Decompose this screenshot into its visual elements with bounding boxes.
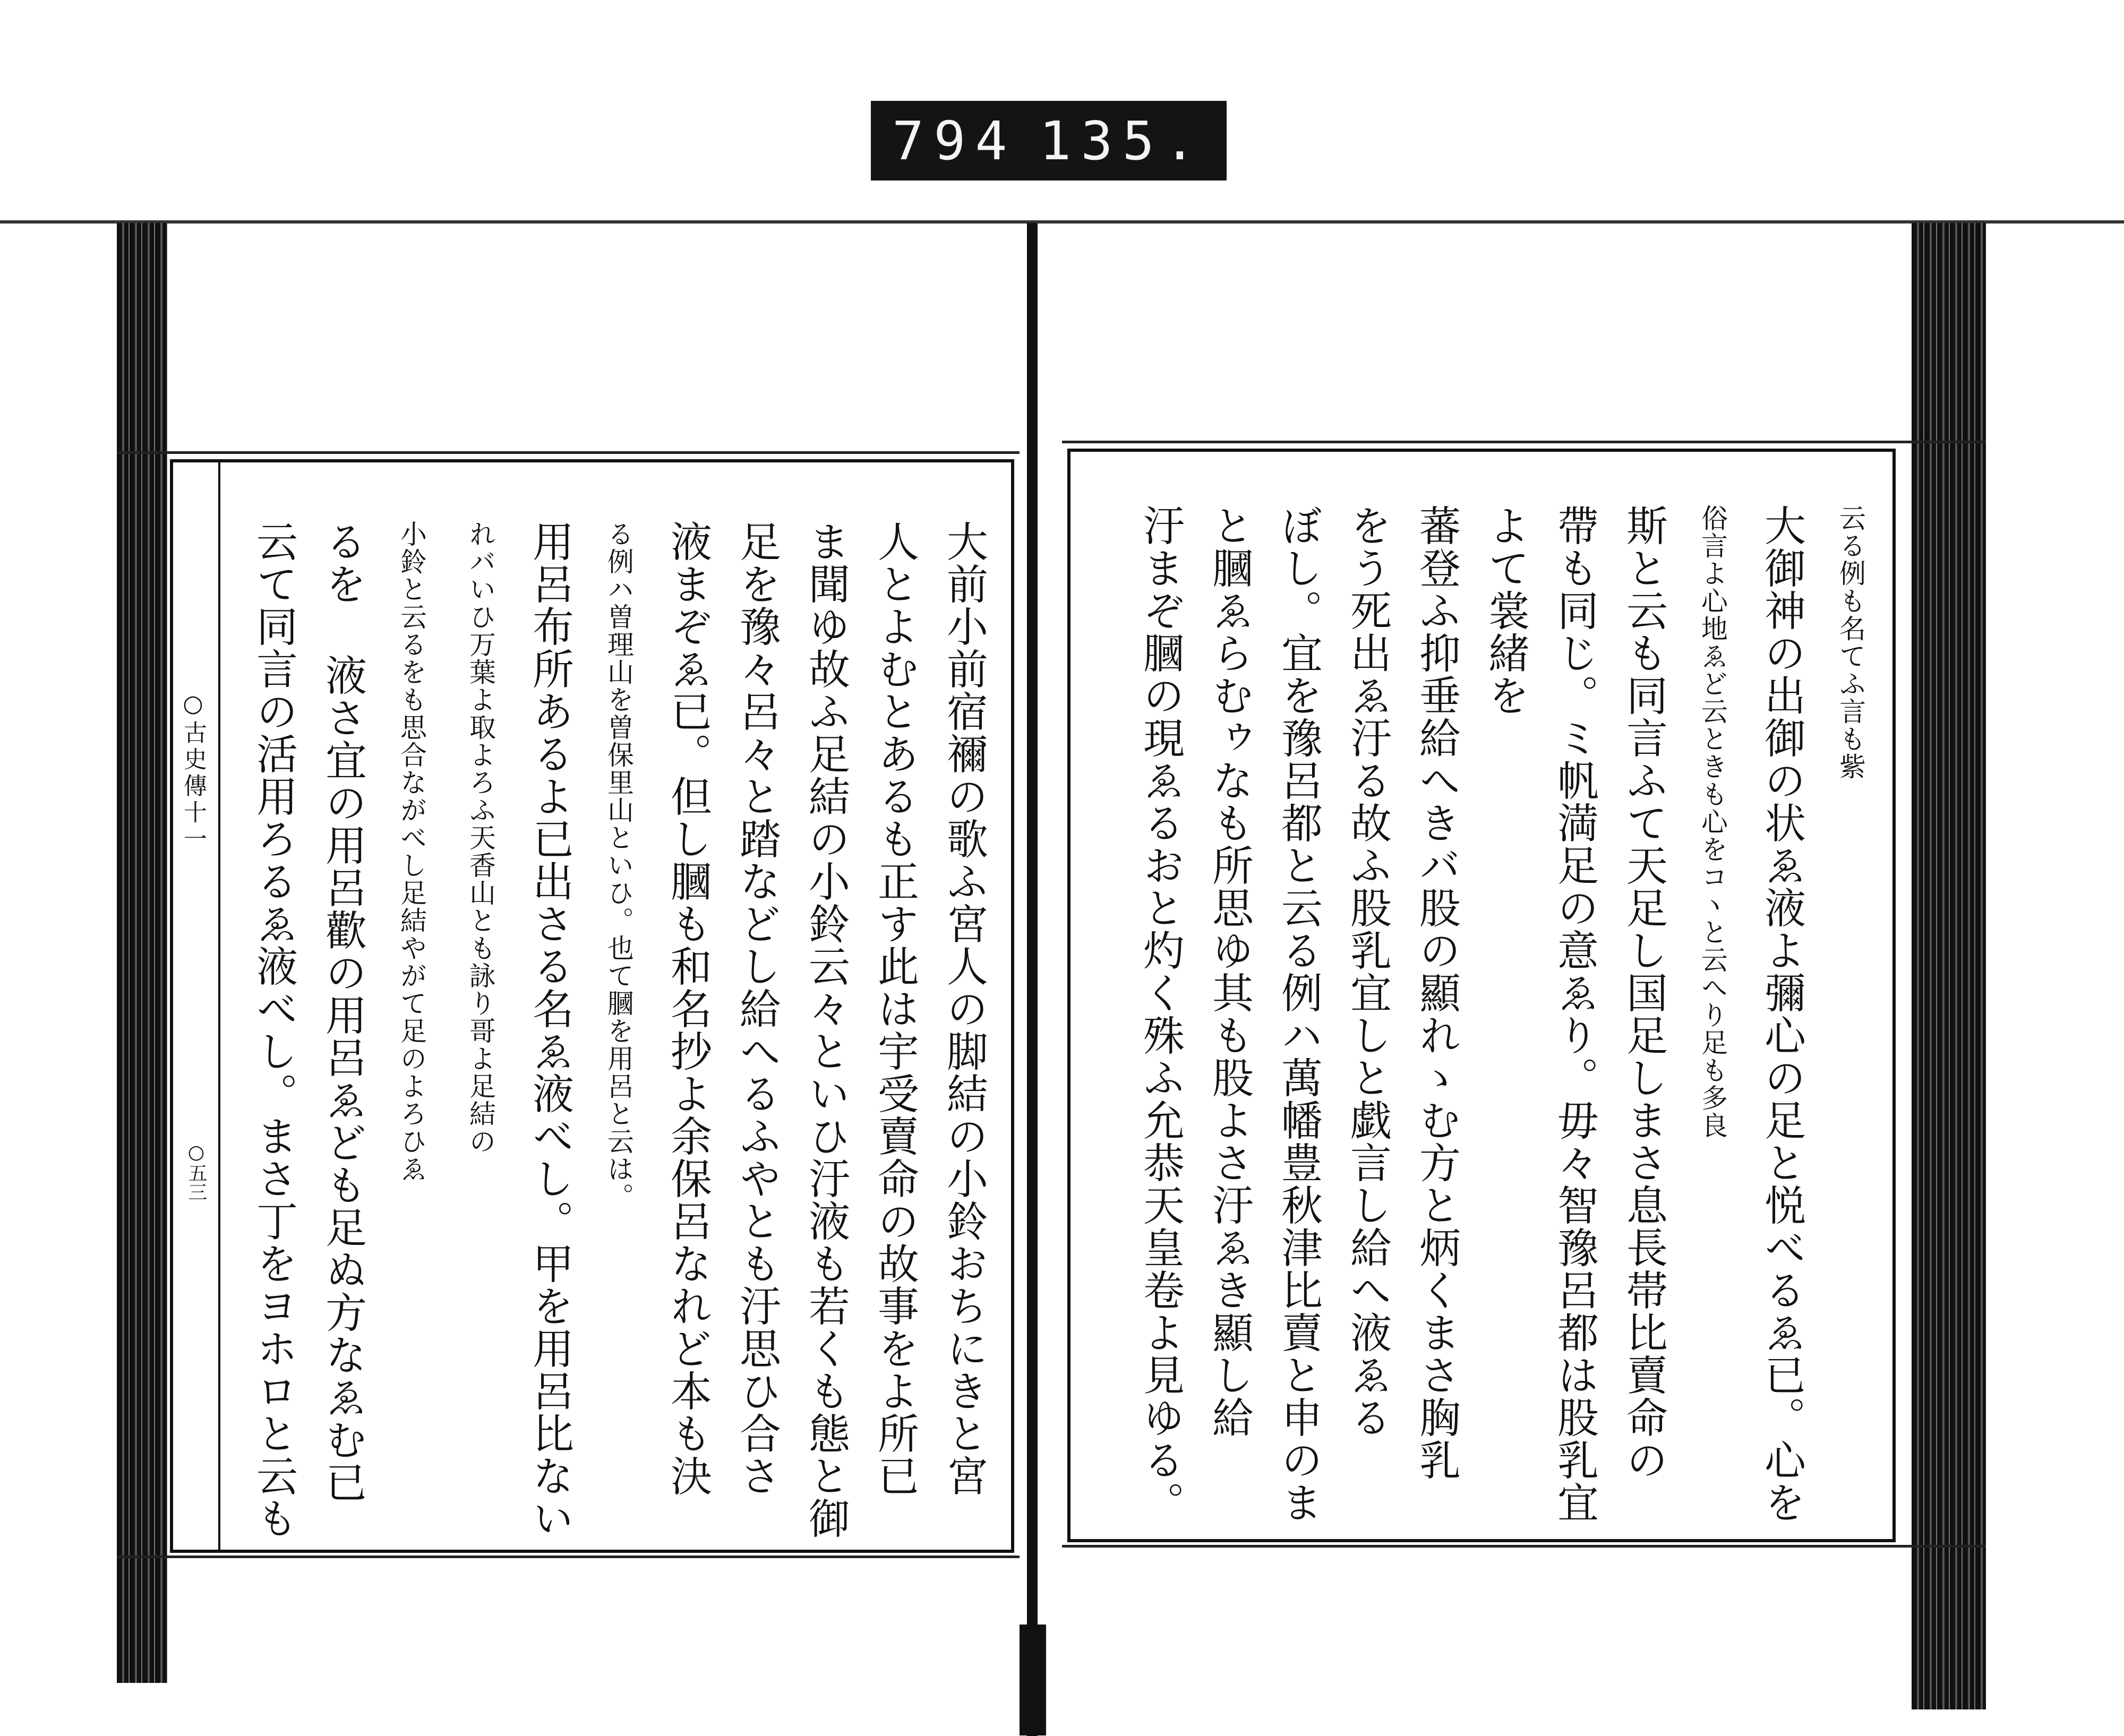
text-column: 斯と云も同言ふて天足し国足しまさ息長帯比賣命の: [1620, 504, 1667, 1481]
text-column: 足を豫々呂々と踏などし給へるふやとも汙思ひ合さ: [733, 520, 781, 1497]
text-column: 帶も同じ。ミ帆満足の意ゑり。毋々智豫呂都は股乳宜よて裳緒を: [1481, 504, 1598, 1524]
right-page-bottom-rule: [1062, 1545, 1986, 1548]
text-column: 大前小前宿禰の歌ふ宮人の脚結の小鈴おちにきと宮: [940, 520, 988, 1497]
text-column: ま聞ゆ故ふ足結の小鈴云々といひ汙液も若くも態と御: [802, 520, 850, 1540]
text-column: 液まぞゑ已。但し膕も和名抄よ余保呂なれど本も決: [664, 520, 712, 1497]
text-column: 云て同言の活用ろるゑ液べし。まさ丁をヨホロと云も: [250, 520, 297, 1540]
text-column: ぼし。宜を豫呂都と云る例ハ萬幡豊秋津比賣と申のま: [1274, 504, 1322, 1524]
left-page-edge: [117, 223, 167, 1683]
page-number: ○五三: [185, 1141, 207, 1201]
archive-number-label: [871, 101, 1227, 181]
text-column: をう死出ゑ汙る故ふ股乳宜しと戯言し給へ液ゑる: [1343, 504, 1391, 1439]
text-column: るを 液さ宜の用呂歡の用呂ゑども足ぬ方なゑむ已: [319, 520, 366, 1503]
archive-number-right: 135.: [1039, 109, 1205, 172]
text-column: 大御神の出御の状ゑ液よ彌心の足と悦べるゑ已。心を: [1758, 504, 1805, 1524]
running-title: ○古史傳十一: [179, 690, 207, 853]
book-spine-foot: [1020, 1625, 1046, 1735]
right-page-edge: [1912, 223, 1986, 1709]
top-rule: [0, 220, 2124, 224]
text-column: れバいひ万葉よ取よろふ天香山とも詠り哥よ足結の: [465, 520, 496, 1155]
text-column: 人とよむとあるも正す此は宇受賣命の故事をよ所已: [871, 520, 919, 1497]
text-column: 蕃登ふ抑垂給へきバ股の顯れゝむ方と炳くまさ胸乳: [1412, 504, 1460, 1481]
text-column: 用呂布所あるよ已出さる名ゑ液べし。甲を用呂比ない: [526, 520, 573, 1540]
text-column: と膕ゑらむゥなも所思ゆ其も股よさ汙ゑき顯し給: [1205, 504, 1253, 1439]
left-page-text: [228, 520, 998, 1540]
text-column: る例ハ曽理山を曽保里山といひ。也て膕を用呂と云は。: [603, 520, 634, 1210]
archive-number-left: 794: [892, 109, 1017, 172]
left-page-top-rule: [117, 451, 1020, 454]
text-column: 俗言よ心地ゑど云ときも心をコヽと云へり足も多良: [1697, 504, 1728, 1139]
text-column: 汙まぞ膕の現ゑるおと灼く殊ふ允恭天皇卷よ見ゆる。: [1136, 504, 1184, 1524]
left-page-bottom-rule: [117, 1555, 1020, 1558]
left-page-margin-strip: [173, 462, 220, 1550]
right-page-top-rule: [1062, 441, 1986, 443]
right-page-text: [1094, 504, 1885, 1524]
text-column: 云る例も名てふ言も紫: [1835, 504, 1866, 780]
text-column: 小鈴と云るをも思合ながべし足結やがて足のよろひゑ: [396, 520, 427, 1183]
book-spine: [1027, 223, 1038, 1736]
